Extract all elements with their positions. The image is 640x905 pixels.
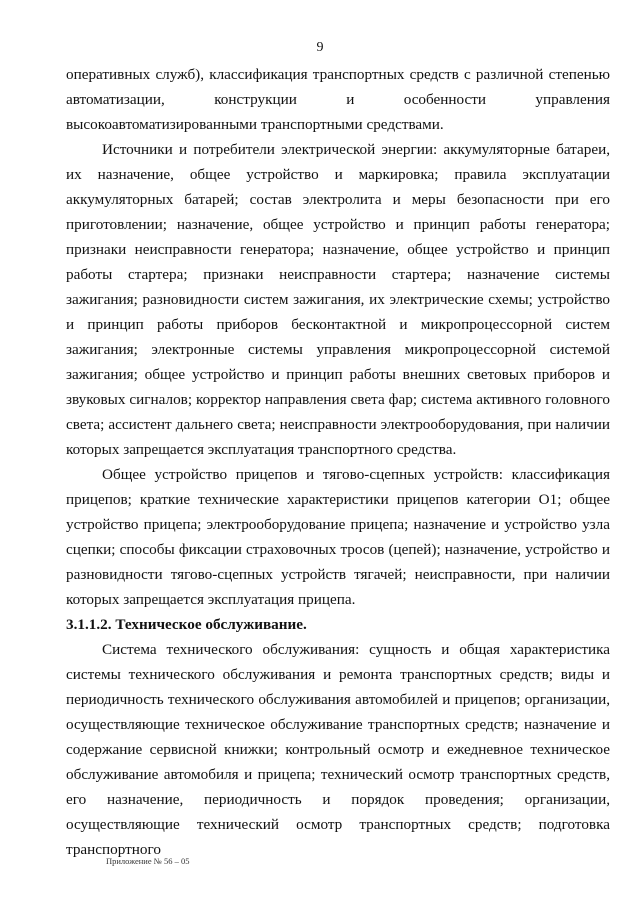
page-number: 9 — [316, 40, 324, 55]
paragraph-maintenance-system: Система технического обслуживания: сущность и общая характеристика системы технического обслуживания и ремонта транспортных средств; виды и периодичность технического обслуживания автомобилей и прицепов; организации, осуществляющие техническое обслуживание транспортных средств; назначение и содержание сервисной книжки; контрольный осмотр и ежедневное техническое обслуживание автомобиля и прицепа; технический осмотр транспортных средств, его назначение, периодичность и порядок проведения; организации, осуществляющие технический осмотр транспортных средств; подготовка транспортного — [66, 641, 610, 858]
paragraph-electrical-energy: Источники и потребители электрической энергии: аккумуляторные батареи, их назначение, общее устройство и маркировка; правила эксплуатации аккумуляторных батарей; состав электролита и меры безопасности при его приготовлении; назначение, общее устройство и принцип работы генератора; признаки неисправности генератора; назначение, общее устройство и принцип работы стартера; признаки неисправности стартера; назначение системы зажигания; разновидности систем зажигания, их электрические схемы; устройство и принцип работы приборов бесконтактной и микропроцессорной систем зажигания; электронные системы управления микропроцессорной системой зажигания; общее устройство и принцип работы внешних световых приборов и звуковых сигналов; корректор направления света фар; система активного головного света; ассистент дальнего света; неисправности электрооборудования, при наличии которых запрещается эксплуатация транспортного средства. — [66, 141, 610, 458]
document-body — [66, 62, 610, 862]
footer-note: Приложение № 56 – 05 — [106, 856, 190, 866]
paragraph-continuation: оперативных служб), классификация транспортных средств с различной степенью автоматизации, конструкции и особенности управления высокоавтоматизированными транспортными средствами. — [66, 66, 610, 133]
paragraph-trailers: Общее устройство прицепов и тягово-сцепных устройств: классификация прицепов; краткие технические характеристики прицепов категории О1; общее устройство прицепа; электрооборудование прицепа; назначение и устройство узла сцепки; способы фиксации страховочных тросов (цепей); назначение, устройство и разновидности тягово-сцепных устройств тягачей; неисправности, при наличии которых запрещается эксплуатация прицепа. — [66, 466, 610, 608]
section-heading: 3.1.1.2. Техническое обслуживание. — [66, 616, 307, 633]
